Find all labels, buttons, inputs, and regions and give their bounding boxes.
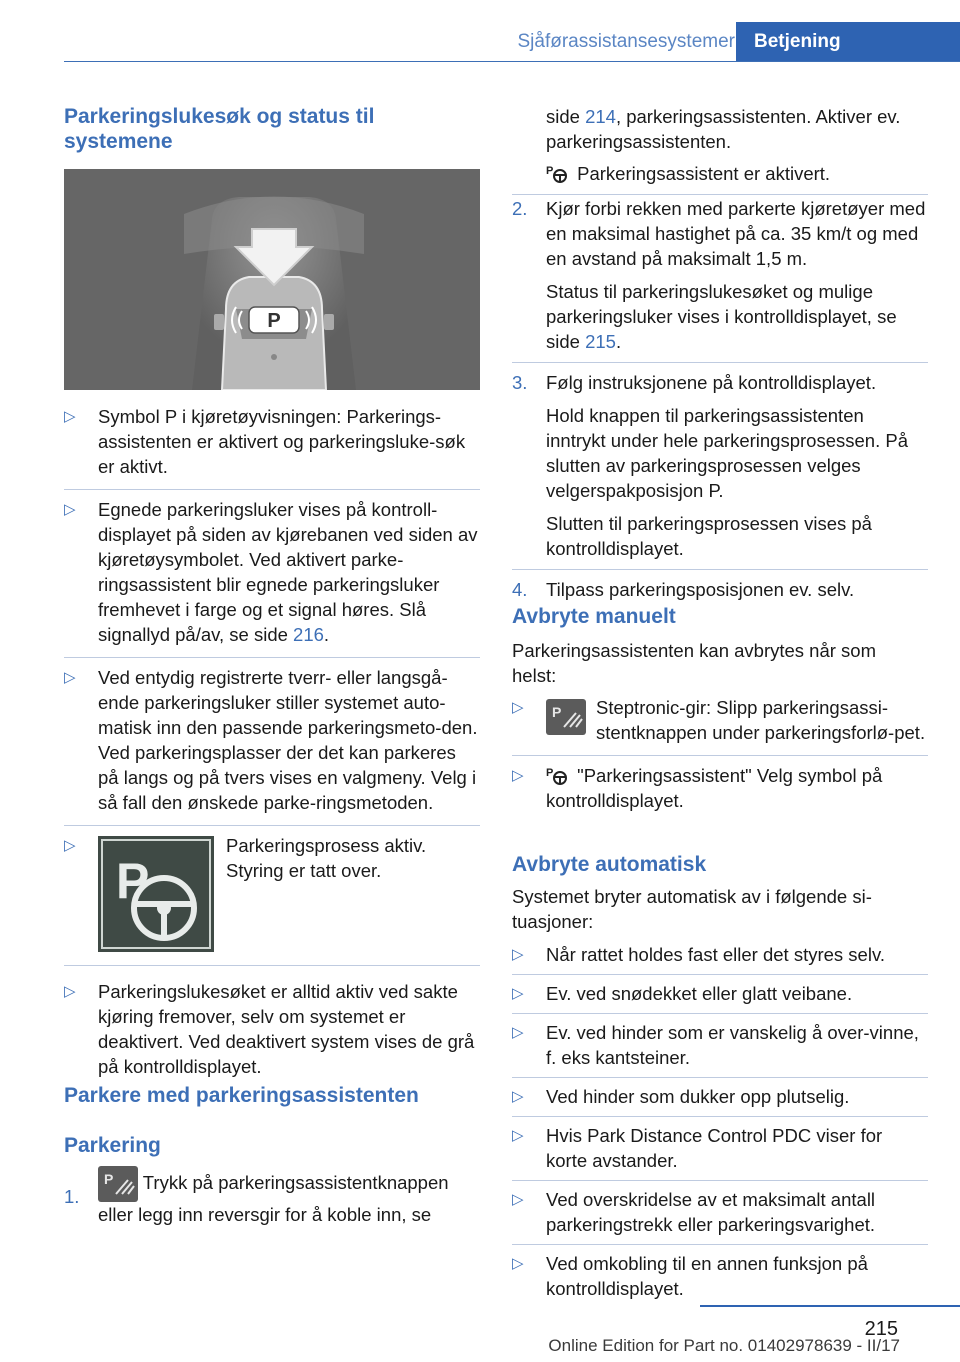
list-item-text: Ved omkobling til en annen funksjon på kontrolldisplayet. bbox=[546, 1253, 868, 1299]
page-link[interactable]: 214 bbox=[585, 106, 616, 127]
header-rule bbox=[64, 61, 960, 62]
list-item-text: Parkeringsprosess aktiv. Styring er tatt over. bbox=[226, 835, 427, 881]
bullet-triangle-icon: ▷ bbox=[64, 669, 76, 686]
section-title: Parkeringslukesøk og status til systemene bbox=[64, 105, 375, 154]
edition-note: Online Edition for Part no. 01402978639 - II/17 bbox=[548, 1336, 900, 1355]
header-tab: Betjening bbox=[736, 22, 960, 62]
continued-text: side bbox=[546, 106, 586, 127]
step-1-continued bbox=[546, 104, 928, 154]
step-text: Følg instruksjonene på kontrolldisplayet. bbox=[546, 372, 877, 393]
step-text: Tilpass parkeringsposisjonen ev. selv. bbox=[546, 579, 855, 600]
list-item-text: Ev. ved snødekket eller glatt veibane. bbox=[546, 983, 853, 1004]
list-item-text: Ev. ved hinder som er vanskelig å over-vinne, f. eks kantsteiner. bbox=[546, 1022, 919, 1068]
heading-cancel-manual: Avbryte manuelt bbox=[512, 605, 676, 628]
car-top-view-illustration bbox=[64, 169, 480, 390]
bullet-triangle-icon: ▷ bbox=[512, 1024, 524, 1041]
list-item-text-end: . bbox=[323, 624, 330, 645]
continued-text-end: , parkeringsassistenten. Aktiver ev. parkeringsassistenten. bbox=[546, 106, 901, 152]
bullet-triangle-icon: ▷ bbox=[512, 1088, 524, 1105]
list-item bbox=[512, 1013, 928, 1077]
step-number: 4. bbox=[512, 579, 528, 600]
steps-list bbox=[512, 194, 928, 602]
bullet-triangle-icon: ▷ bbox=[512, 1191, 524, 1208]
list-item bbox=[64, 825, 480, 965]
bullet-triangle-icon: ▷ bbox=[64, 501, 76, 518]
step-text: Trykk på parkeringsassistentknappen eller legg inn reversgir for å koble inn, se bbox=[98, 1171, 449, 1225]
list-item bbox=[64, 657, 480, 825]
svg-text:P: P bbox=[104, 1171, 114, 1187]
list-item-text: "Parkeringsassistent" Velg symbol på kontrolldisplayet. bbox=[546, 765, 883, 811]
step-text: Kjør forbi rekken med parkerte kjøretøyer med en maksimal hastighet på ca. 35 km/t og med en avstand på maksimalt 1,5 m. bbox=[546, 198, 926, 269]
heading-park-with-assistant: Parkere med parkeringsassistenten bbox=[64, 1084, 419, 1107]
bullet-triangle-icon: ▷ bbox=[64, 983, 76, 1000]
list-item-text: Ved hinder som dukker opp plutselig. bbox=[546, 1086, 850, 1107]
parking-steering-takeover-icon bbox=[98, 836, 214, 952]
list-item bbox=[512, 569, 928, 602]
assistant-active-note bbox=[546, 161, 928, 186]
list-item bbox=[512, 755, 928, 813]
bullet-triangle-icon: ▷ bbox=[512, 699, 524, 716]
footer-rule bbox=[700, 1305, 960, 1307]
list-item bbox=[512, 1077, 928, 1116]
step-number: 3. bbox=[512, 372, 528, 393]
list-item-text: Ved overskridelse av et maksimalt antall parkeringstrekk eller parkeringsvarighet. bbox=[546, 1189, 876, 1235]
bullet-triangle-icon: ▷ bbox=[512, 1255, 524, 1272]
manual-cancel-list bbox=[512, 695, 928, 813]
auto-cancel-list bbox=[512, 942, 928, 1301]
heading-cancel-automatic: Avbryte automatisk bbox=[512, 853, 707, 876]
list-item bbox=[512, 942, 928, 974]
parking-assistant-button-icon bbox=[546, 699, 586, 735]
svg-text:P: P bbox=[546, 165, 554, 177]
list-item bbox=[64, 965, 480, 1079]
bullet-triangle-icon: ▷ bbox=[64, 408, 76, 425]
list-item-text: Når rattet holdes fast eller det styres selv. bbox=[546, 944, 885, 965]
active-note-text: Parkeringsassistent er aktivert. bbox=[572, 163, 831, 184]
list-item-text: Symbol P i kjøretøyvisningen: Parkerings-assistenten er aktivert og parkeringsluke-søk er aktivt. bbox=[98, 406, 466, 477]
bullet-triangle-icon: ▷ bbox=[512, 767, 524, 784]
list-item-text: Egnede parkeringsluker vises på kontroll-displayet på siden av kjørebanen ved siden av kjøretøysymbolet. Ved aktivert parke-ringsassistent blir egnede parkeringsluker fremhevet i farge og et signal høres. Slå signallyd på/av, se side bbox=[98, 499, 478, 645]
list-item bbox=[512, 695, 928, 755]
list-item bbox=[512, 1244, 928, 1301]
list-item bbox=[64, 489, 480, 657]
svg-text:P: P bbox=[546, 767, 554, 779]
bullet-triangle-icon: ▷ bbox=[512, 946, 524, 963]
list-item bbox=[64, 404, 480, 489]
list-item bbox=[512, 974, 928, 1013]
bullet-triangle-icon: ▷ bbox=[512, 985, 524, 1002]
page-link[interactable]: 215 bbox=[585, 331, 616, 352]
step-text: Hold knappen til parkeringsassistenten inntrykt under hele parkeringsprosessen. På slutten av parkeringsprosessen velges velgerspakposisjon P. bbox=[546, 405, 908, 501]
parking-assistant-button-icon bbox=[98, 1166, 138, 1202]
list-item-text: Hvis Park Distance Control PDC viser for korte avstander. bbox=[546, 1125, 883, 1171]
list-item-text: Parkeringslukesøket er alltid aktiv ved sakte kjøring fremover, selv om systemet er deaktivert. Ved deaktivert system vises de grå på kontrolldisplayet. bbox=[98, 981, 475, 1077]
heading-parking: Parkering bbox=[64, 1134, 161, 1157]
parking-assistant-active-icon bbox=[546, 764, 572, 786]
header-section-title: Sjåførassistansesystemer bbox=[517, 31, 735, 52]
manual-intro: Parkeringsassistenten kan avbrytes når som helst: bbox=[512, 640, 877, 686]
svg-text:P: P bbox=[552, 704, 562, 720]
step-text: Slutten til parkeringsprosessen vises på kontrolldisplayet. bbox=[546, 513, 872, 559]
step-number: 2. bbox=[512, 198, 528, 219]
list-item-text: Steptronic-gir: Slipp parkeringsassi-stentknappen under parkeringsforlø-pet. bbox=[596, 697, 926, 743]
bullet-triangle-icon: ▷ bbox=[512, 1127, 524, 1144]
parking-symbol-p: P bbox=[267, 310, 281, 332]
list-item-text: Ved entydig registrerte tverr- eller langsgå-ende parkeringsluker stiller systemet auto-matisk inn den passende parkeringsmeto-den. Ved parkeringsplasser der det kan parkeres på langs og på tvers vises en valgmeny. Velg i så fall den ønskede parke-ringsmetoden. bbox=[98, 667, 478, 813]
svg-text:P: P bbox=[116, 853, 150, 909]
auto-intro: Systemet bryter automatisk av i følgende si-tuasjoner: bbox=[512, 886, 872, 932]
list-item bbox=[512, 194, 928, 362]
bullet-triangle-icon: ▷ bbox=[64, 837, 76, 854]
status-bullet-list bbox=[64, 404, 480, 1079]
step-1 bbox=[64, 1166, 480, 1227]
parking-assistant-active-icon bbox=[546, 162, 572, 184]
step-text: Status til parkeringslukesøket og mulige parkeringsluker vises i kontrolldisplayet, se side 215. bbox=[546, 281, 897, 352]
list-item bbox=[512, 1116, 928, 1180]
page-link[interactable]: 216 bbox=[293, 624, 324, 645]
step-number: 1. bbox=[64, 1186, 80, 1207]
list-item bbox=[512, 362, 928, 569]
list-item bbox=[512, 1180, 928, 1244]
page-number: 215 bbox=[864, 1318, 898, 1340]
parking-illustration bbox=[64, 169, 480, 390]
